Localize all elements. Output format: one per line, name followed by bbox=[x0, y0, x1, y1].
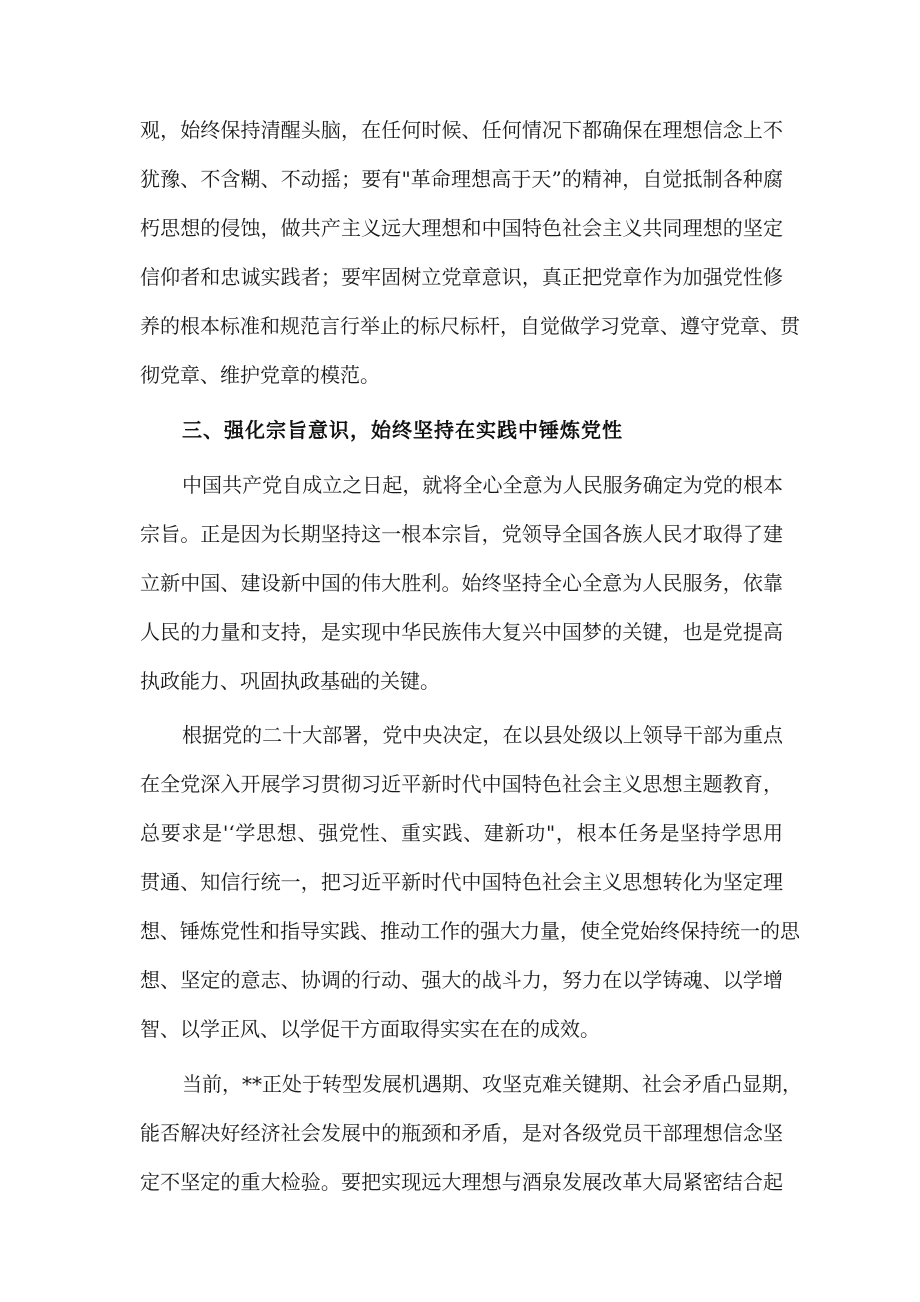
para1-line-6: 彻党章、维护党章的模范。 bbox=[140, 363, 380, 387]
para4-line-3: 定不坚定的重大检验。要把实现远大理想与酒泉发展改革大局紧密结合起 bbox=[140, 1170, 783, 1194]
para2-line-3: 立新中国、建设新中国的伟大胜利。始终坚持全心全意为人民服务，依靠 bbox=[140, 571, 783, 595]
para3-line-1: 根据党的二十大部署，党中央决定，在以县处级以上领导干部为重点 bbox=[182, 723, 783, 747]
para3-line-4: 贯通、知信行统一，把习近平新时代中国特色社会主义思想转化为坚定理 bbox=[140, 870, 783, 894]
para3-line-3: 总要求是'‘学思想、强党性、重实践、建新功"，根本任务是坚持学思用 bbox=[140, 821, 783, 845]
para1-line-4: 信仰者和忠诚实践者；要牢固树立党章意识，真正把党章作为加强党性修 bbox=[140, 265, 783, 289]
para3-line-6: 想、坚定的意志、协调的行动、强大的战斗力，努力在以学铸魂、以学增 bbox=[140, 968, 783, 992]
para4-line-2: 能否解决好经济社会发展中的瓶颈和矛盾，是对各级党员干部理想信念坚 bbox=[140, 1121, 783, 1145]
para3-line-5: 想、锤炼党性和指导实践、推动工作的强大力量，使全党始终保持统一的思 bbox=[140, 919, 800, 943]
para1-line-1: 观，始终保持清醒头脑，在任何时候、任何情况下都确保在理想信念上不 bbox=[140, 118, 783, 142]
para1-line-3: 朽思想的侵蚀，做共产主义远大理想和中国特色社会主义共同理想的坚定 bbox=[140, 216, 783, 240]
section-heading: 三、强化宗旨意识，始终坚持在实践中锤炼党性 bbox=[182, 418, 623, 442]
para2-line-4: 人民的力量和支持，是实现中华民族伟大复兴中国梦的关键，也是党提高 bbox=[140, 620, 783, 644]
para2-line-2: 宗旨。正是因为长期坚持这一根本宗旨，党领导全国各族人民才取得了建 bbox=[140, 522, 783, 546]
para3-line-7: 智、以学正风、以学促干方面取得实实在在的成效。 bbox=[140, 1017, 600, 1041]
para1-line-2: 犹豫、不含糊、不动摇；要有"革命理想高于天”的精神，自觉抵制各种腐 bbox=[140, 167, 783, 191]
para4-line-1: 当前，**正处于转型发展机遇期、攻坚克难关键期、社会矛盾凸显期， bbox=[182, 1072, 802, 1096]
para2-line-1: 中国共产党自成立之日起，就将全心全意为人民服务确定为党的根本 bbox=[182, 473, 783, 497]
para2-line-5: 执政能力、巩固执政基础的关键。 bbox=[140, 669, 440, 693]
para3-line-2: 在全党深入开展学习贯彻习近平新时代中国特色社会主义思想主题教育， bbox=[140, 772, 783, 796]
para1-line-5: 养的根本标准和规范言行举止的标尺标杆，自觉做学习党章、遵守党章、贯 bbox=[140, 314, 800, 338]
